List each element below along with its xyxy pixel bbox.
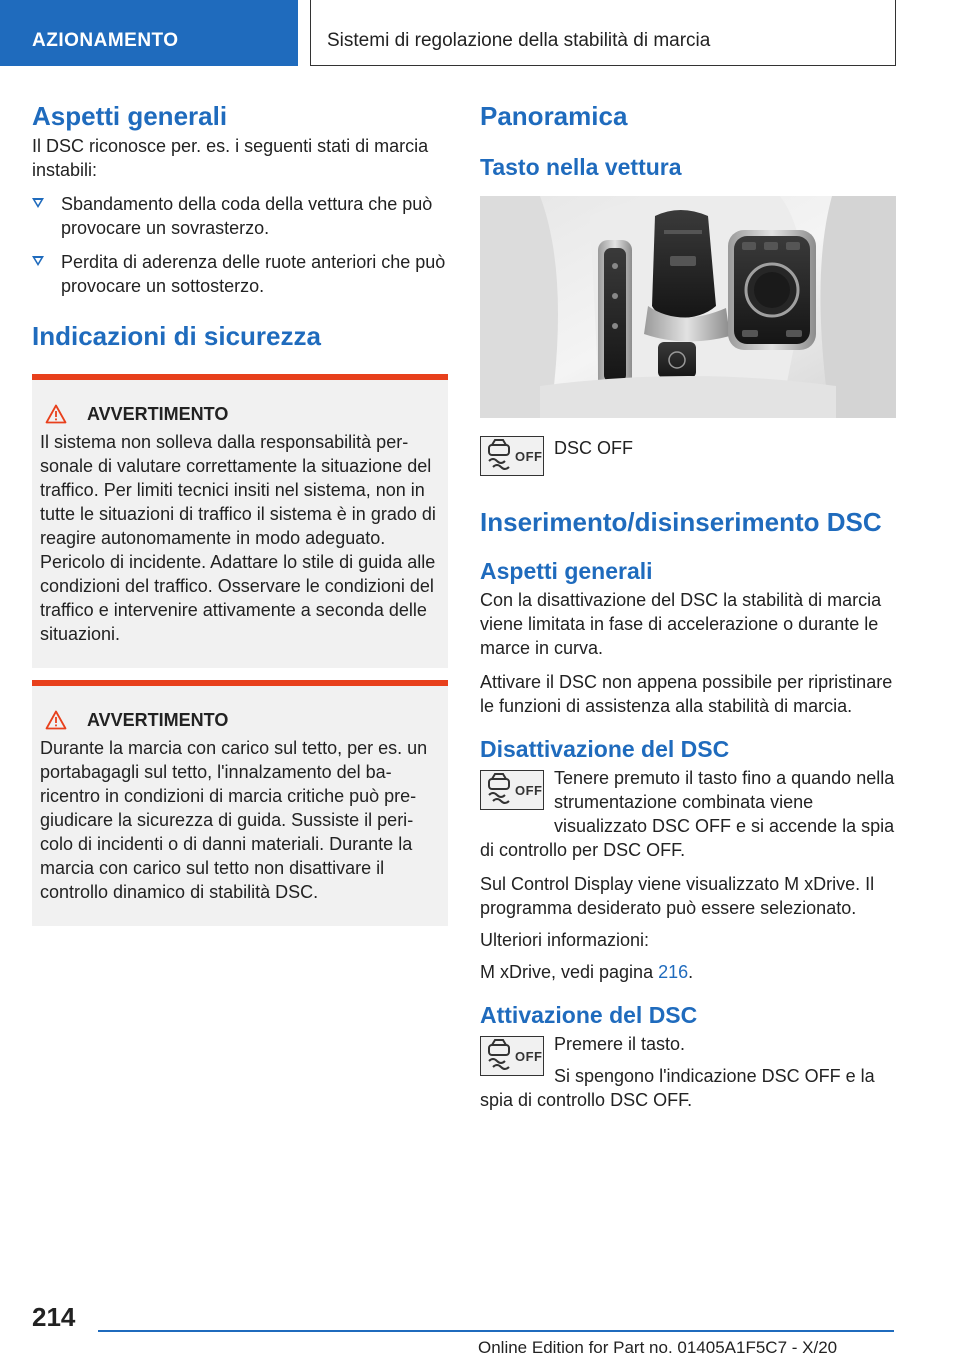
header-section-tab bbox=[0, 0, 298, 66]
switch-general-p1: Con la disattivazione del DSC la stabilità di marcia viene limitata in fase di accelerazione o durante le marce in curva. bbox=[480, 590, 882, 658]
bullet-text: Sbandamento della coda della vettura che può provocare un sovrasterzo. bbox=[61, 194, 433, 238]
switch-general-heading: Aspetti generali bbox=[480, 558, 653, 584]
switch-heading: Inserimento/disinserimento DSC bbox=[480, 507, 882, 537]
warning-title-text: AVVERTIMENTO bbox=[87, 710, 229, 730]
general-intro: Il DSC riconosce per. es. i seguenti stati di marcia instabili: bbox=[32, 136, 429, 180]
dsc-icon-text: OFF bbox=[515, 1049, 543, 1064]
deactivate-p1: Tenere premuto il tasto fino a quando nella strumentazione combinata viene visualizzato DSC OFF e si accende la spia di controllo per DSC OFF. bbox=[480, 768, 895, 860]
activate-heading: Attivazione del DSC bbox=[480, 1002, 698, 1028]
warning-box bbox=[32, 374, 448, 668]
more-info-label: Ulteriori informazioni: bbox=[480, 930, 650, 950]
header-section-label: AZIONAMENTO bbox=[32, 30, 179, 51]
xdrive-ref-prefix: M xDrive, vedi pagina bbox=[480, 962, 659, 982]
activate-block bbox=[480, 1032, 896, 1112]
dsc-off-icon bbox=[480, 436, 544, 476]
warning-title bbox=[45, 402, 440, 426]
bullet-triangle-icon bbox=[32, 198, 44, 208]
xdrive-reference bbox=[480, 960, 896, 984]
bullet-text: Perdita di aderenza delle ruote anteriori che può provocare un sottosterzo. bbox=[61, 252, 446, 296]
right-column bbox=[480, 100, 896, 1112]
footer-edition: Online Edition for Part no. 01405A1F5C7 - X/20 bbox=[478, 1338, 838, 1357]
switch-general-p2: Attivare il DSC non appena possibile per ripristinare le funzioni di assistenza alla stabilità di marcia. bbox=[480, 672, 893, 716]
deactivate-heading: Disattivazione del DSC bbox=[480, 736, 730, 762]
dsc-icon-text: OFF bbox=[515, 449, 543, 464]
dsc-off-icon bbox=[480, 1036, 544, 1076]
skidding-car-icon bbox=[483, 771, 517, 809]
warning-text: Il sistema non solleva dalla responsabilità personale di valutare correttamente la situazione del traffico. Per limiti tecnici insiti nel sistema, non in tutte le situazioni di traffico il sistema è in grado di reagire autonomamente in modo adeguato. Pericolo di incidente. Adattare lo stile di guida alle condizioni del traffico. Osservare le condizioni del traffico e intervenire attivamente a seconda delle situazioni. bbox=[40, 432, 436, 644]
overview-heading: Panoramica bbox=[480, 101, 628, 131]
center-console-image bbox=[480, 196, 896, 418]
warning-triangle-icon bbox=[45, 710, 67, 730]
footer-divider bbox=[98, 1330, 894, 1332]
page-number: 214 bbox=[32, 1302, 76, 1332]
skidding-car-icon bbox=[483, 1037, 517, 1075]
activate-p1: Premere il tasto. bbox=[554, 1034, 686, 1054]
button-heading: Tasto nella vettura bbox=[480, 154, 682, 180]
header-chapter-label: Sistemi di regolazione della stabilità di marcia bbox=[327, 30, 711, 51]
center-console-photo bbox=[480, 196, 896, 418]
warning-triangle-icon bbox=[45, 404, 67, 424]
bullet-triangle-icon bbox=[32, 256, 44, 266]
safety-heading: Indicazioni di sicurezza bbox=[32, 321, 321, 351]
activate-p2: Si spengono l'indicazione DSC OFF e la spia di controllo DSC OFF. bbox=[480, 1066, 875, 1110]
warning-text: Durante la marcia con carico sul tetto, per es. un portabagagli sul tetto, l'innalzamento del baricentro in condizioni di marcia critiche può pregiudicare la sicurezza di guida. Sussiste il pericolo di incidenti o di danni materiali. Durante la marcia con carico sul tetto non disattivare il controllo dinamico di stabilità DSC. bbox=[40, 738, 428, 902]
dsc-off-legend bbox=[480, 436, 896, 476]
header-chapter-tab bbox=[310, 0, 896, 66]
deactivate-block bbox=[480, 766, 896, 862]
dsc-off-label: DSC OFF bbox=[554, 438, 633, 458]
bullet-item bbox=[32, 192, 448, 240]
warning-title bbox=[45, 708, 440, 732]
page-216-link[interactable]: 216 bbox=[658, 962, 689, 982]
general-heading: Aspetti generali bbox=[32, 101, 228, 131]
deactivate-p2: Sul Control Display viene visualizzato M xDrive. Il programma desiderato può essere selezionato. bbox=[480, 874, 875, 918]
dsc-icon-text: OFF bbox=[515, 783, 543, 798]
dsc-off-icon bbox=[480, 770, 544, 810]
warning-title-text: AVVERTIMENTO bbox=[87, 404, 229, 424]
warning-box bbox=[32, 680, 448, 926]
xdrive-ref-suffix: . bbox=[688, 962, 694, 982]
left-column bbox=[32, 100, 448, 926]
bullet-item bbox=[32, 250, 448, 298]
skidding-car-icon bbox=[483, 437, 517, 475]
